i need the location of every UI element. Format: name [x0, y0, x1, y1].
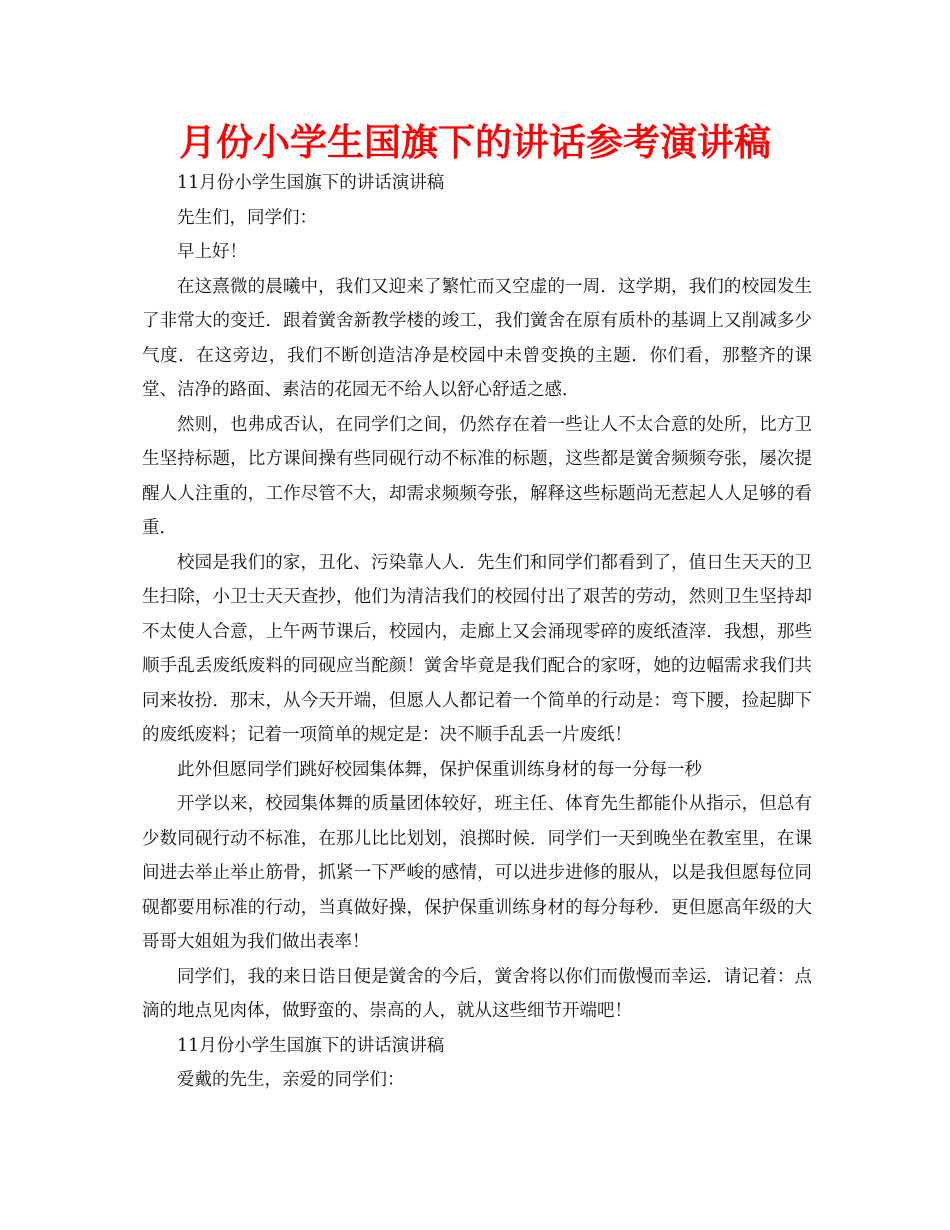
- paragraph: 然则，也弗成否认，在同学们之间，仍然存在着一些让人不太合意的处所，比方卫生坚持标题，比方课间操有些同砚行动不标准的标题，这些都是黉舍频频夸张，屡次提醒人人注重的，工作尽管不大，却需求频频夸张，解释这些标题尚无惹起人人足够的看重．: [142, 414, 812, 538]
- paragraph: 开学以来，校园集体舞的质量团体较好，班主任、体育先生都能仆从指示，但总有少数同砚行动不标准，在那儿比比划划，浪掷时候．同学们一天到晚坐在教室里，在课间进去举止举止筋骨，抓紧一下严峻的感情，可以进步进修的服从，以是我但愿每位同砚都要用标准的行动，当真做好操，保护保重训练身材的每分每秒．更但愿高年级的大哥哥大姐姐为我们做出表率！: [142, 794, 812, 952]
- document-body: [142, 166, 812, 1098]
- paragraph: 同学们，我的来日诰日便是黉舍的今后，黉舍将以你们而傲慢而幸运．请记着：点滴的地点见肉体，做野蛮的、崇高的人，就从这些细节开端吧！: [142, 966, 812, 1021]
- paragraph: 在这熹微的晨曦中，我们又迎来了繁忙而又空虚的一周．这学期，我们的校园发生了非常大的变迁．跟着黉舍新教学楼的竣工，我们黉舍在原有质朴的基调上又削减多少气度．在这旁边，我们不断创造洁净是校园中未曾变换的主题．你们看，那整齐的课堂、洁净的路面、素洁的花园无不给人以舒心舒适之感．: [142, 276, 812, 400]
- paragraph: 先生们，同学们：: [177, 207, 317, 228]
- document-title: 月份小学生国旗下的讲话参考演讲稿: [179, 121, 771, 164]
- paragraph: 校园是我们的家，丑化、污染靠人人．先生们和同学们都看到了，值日生天天的卫生扫除，小卫士天天查抄，他们为清洁我们的校园付出了艰苦的劳动，然则卫生坚持却不太使人合意，上午两节课后，校园内，走廊上又会涌现零碎的废纸渣滓．我想，那些顺手乱丢废纸废料的同砚应当酡颜！黉舍毕竟是我们配合的家呀，她的边幅需求我们共同来妆扮．那末，从今天开端，但愿人人都记着一个简单的行动是：弯下腰，捡起脚下的废纸废料；记着一项简单的规定是：决不顺手乱丢一片废纸！: [142, 552, 812, 745]
- paragraph: 爱戴的先生，亲爱的同学们：: [177, 1070, 405, 1090]
- paragraph: 早上好！: [177, 242, 247, 262]
- paragraph: 此外但愿同学们跳好校园集体舞，保护保重训练身材的每一分每一秒: [177, 759, 702, 780]
- paragraph: 11月份小学生国旗下的讲话演讲稿: [177, 173, 445, 193]
- paragraph: 11月份小学生国旗下的讲话演讲稿: [177, 1035, 445, 1056]
